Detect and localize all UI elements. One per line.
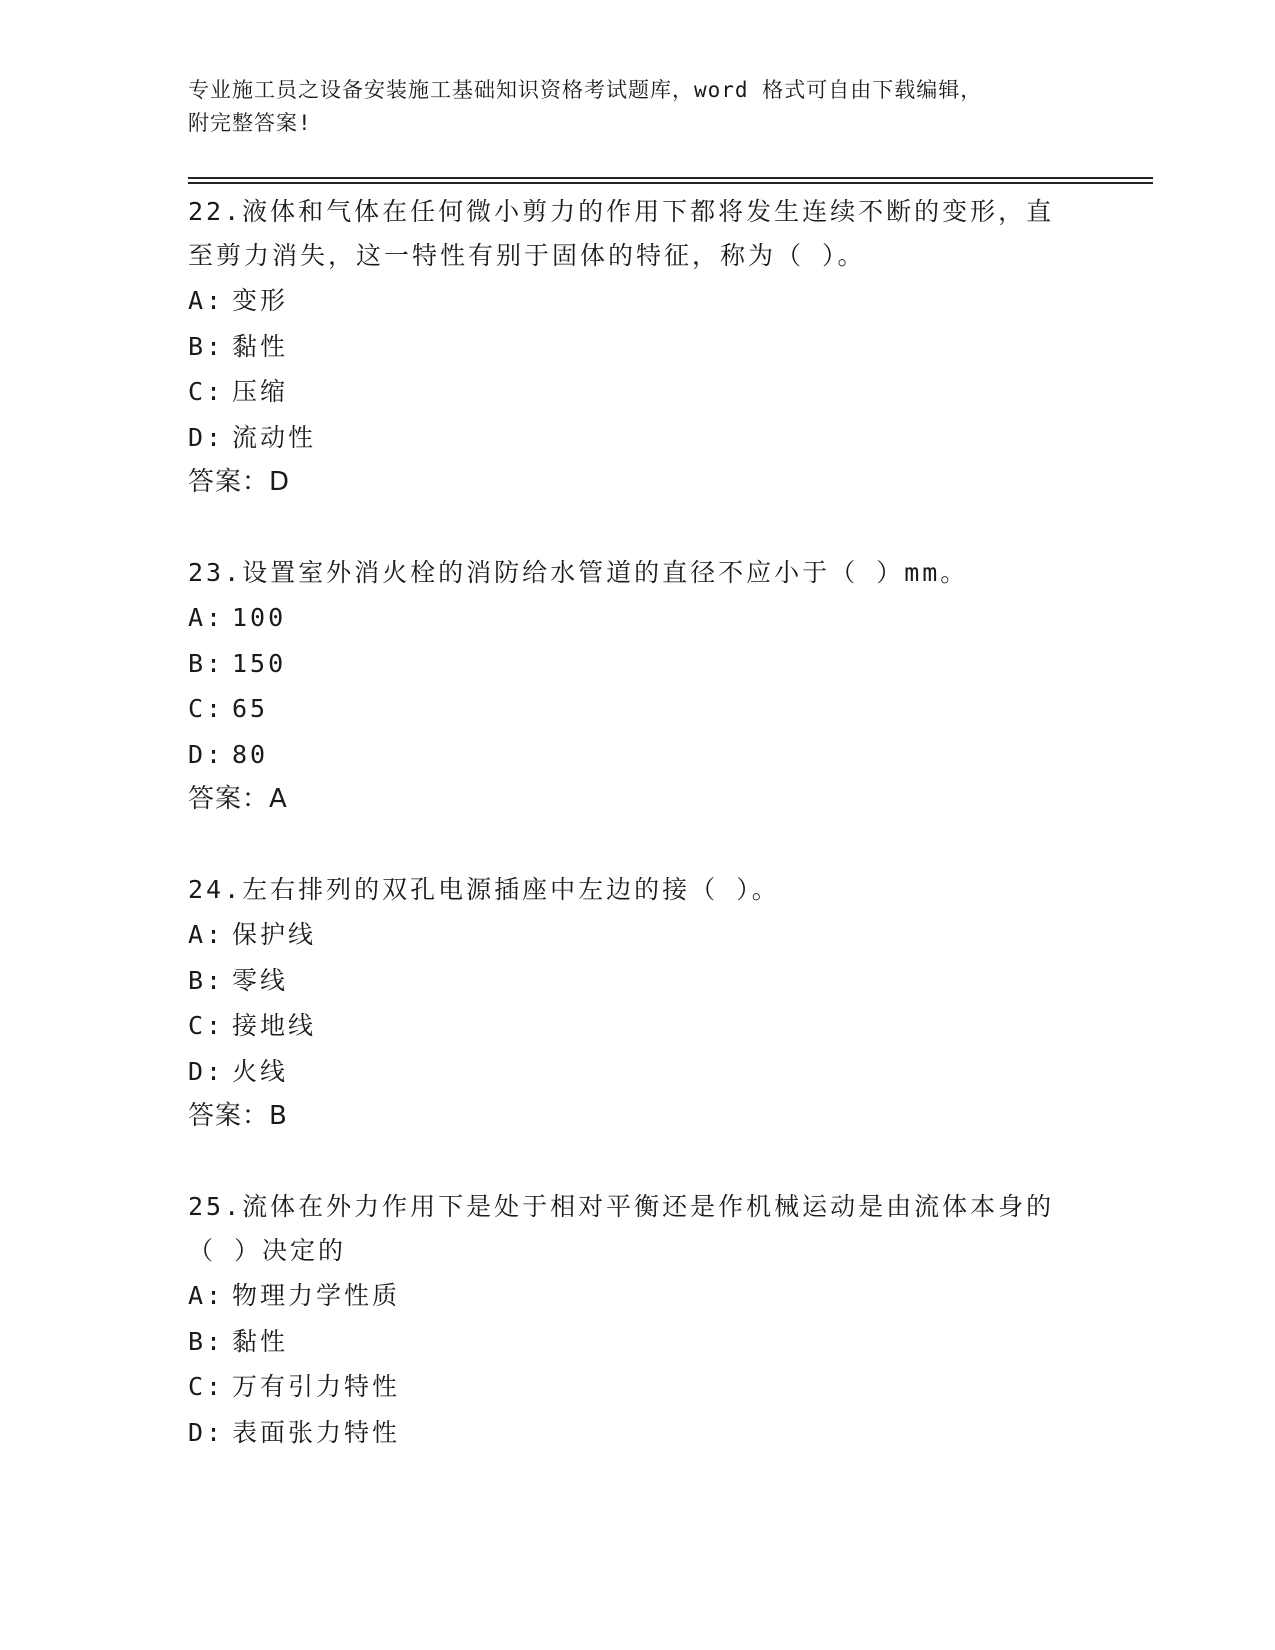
option-c xyxy=(188,369,1108,415)
option-text: 黏性 xyxy=(232,1326,289,1356)
question-stem xyxy=(188,868,1108,912)
question-list xyxy=(188,190,1108,1455)
option-b xyxy=(188,641,1108,687)
option-a xyxy=(188,595,1108,641)
question-stem-line: 25.流体在外力作用下是处于相对平衡还是作机械运动是由流体本身的 xyxy=(188,1192,1055,1221)
question-stem-line: 24.左右排列的双孔电源插座中左边的接（ ）。 xyxy=(188,875,780,904)
option-letter: D: xyxy=(188,422,225,452)
option-letter: A: xyxy=(188,920,225,949)
option-letter: A: xyxy=(188,603,225,632)
question-stem-line: 23.设置室外消火栓的消防给水管道的直径不应小于（ ）mm。 xyxy=(188,558,969,587)
option-d xyxy=(188,415,1108,461)
option-b xyxy=(188,1319,1108,1365)
option-text: 保护线 xyxy=(232,920,317,949)
option-letter: B: xyxy=(188,1326,225,1356)
option-a xyxy=(188,912,1108,958)
option-d xyxy=(188,1049,1108,1095)
option-text: 零线 xyxy=(232,965,289,995)
answer-line: 答案：A xyxy=(188,784,288,814)
option-c xyxy=(188,686,1108,732)
question-24 xyxy=(188,868,1108,1138)
option-d xyxy=(188,732,1108,778)
answer-line: 答案：D xyxy=(188,467,291,497)
question-spacer xyxy=(188,1138,1108,1185)
option-d xyxy=(188,1410,1108,1456)
option-text: 火线 xyxy=(232,1056,289,1086)
option-letter: C: xyxy=(188,1011,225,1040)
option-letter: C: xyxy=(188,694,225,723)
option-text: 压缩 xyxy=(232,377,289,406)
option-letter: B: xyxy=(188,648,225,678)
header-line-2: 附完整答案! xyxy=(188,111,312,135)
option-b xyxy=(188,324,1108,370)
option-letter: B: xyxy=(188,331,225,361)
question-stem-line: 至剪力消失，这一特性有别于固体的特征，称为（ ）。 xyxy=(188,241,866,270)
option-b xyxy=(188,958,1108,1004)
option-letter: A: xyxy=(188,1281,225,1310)
option-a xyxy=(188,278,1108,324)
question-stem xyxy=(188,551,1108,595)
question-stem-line: （ ）决定的 xyxy=(188,1236,347,1265)
header-divider-top xyxy=(188,177,1153,179)
question-22 xyxy=(188,190,1108,504)
question-23 xyxy=(188,551,1108,821)
option-text: 变形 xyxy=(232,286,289,315)
option-c xyxy=(188,1003,1108,1049)
header-line-1: 专业施工员之设备安装施工基础知识资格考试题库，word 格式可自由下载编辑， xyxy=(188,78,983,102)
answer-line: 答案：B xyxy=(188,1101,288,1131)
option-letter: D: xyxy=(188,739,225,769)
option-text: 流动性 xyxy=(232,422,317,452)
question-stem-line: 22.液体和气体在任何微小剪力的作用下都将发生连续不断的变形，直 xyxy=(188,197,1055,226)
option-text: 万有引力特性 xyxy=(232,1372,401,1401)
option-text: 100 xyxy=(232,603,287,632)
option-letter: A: xyxy=(188,286,225,315)
option-letter: D: xyxy=(188,1056,225,1086)
question-stem xyxy=(188,190,1108,278)
option-letter: B: xyxy=(188,965,225,995)
question-spacer xyxy=(188,821,1108,868)
option-a xyxy=(188,1273,1108,1319)
question-stem xyxy=(188,1185,1108,1273)
header-divider-bottom xyxy=(188,182,1153,184)
option-letter: D: xyxy=(188,1417,225,1447)
option-text: 150 xyxy=(232,648,287,678)
document-header xyxy=(188,74,1088,140)
option-text: 表面张力特性 xyxy=(232,1417,401,1447)
question-spacer xyxy=(188,504,1108,551)
option-text: 80 xyxy=(232,739,269,769)
option-text: 物理力学性质 xyxy=(232,1281,401,1310)
option-letter: C: xyxy=(188,1372,225,1401)
option-c xyxy=(188,1364,1108,1410)
option-text: 接地线 xyxy=(232,1011,317,1040)
option-text: 黏性 xyxy=(232,331,289,361)
option-text: 65 xyxy=(232,694,269,723)
option-letter: C: xyxy=(188,377,225,406)
question-25 xyxy=(188,1185,1108,1455)
